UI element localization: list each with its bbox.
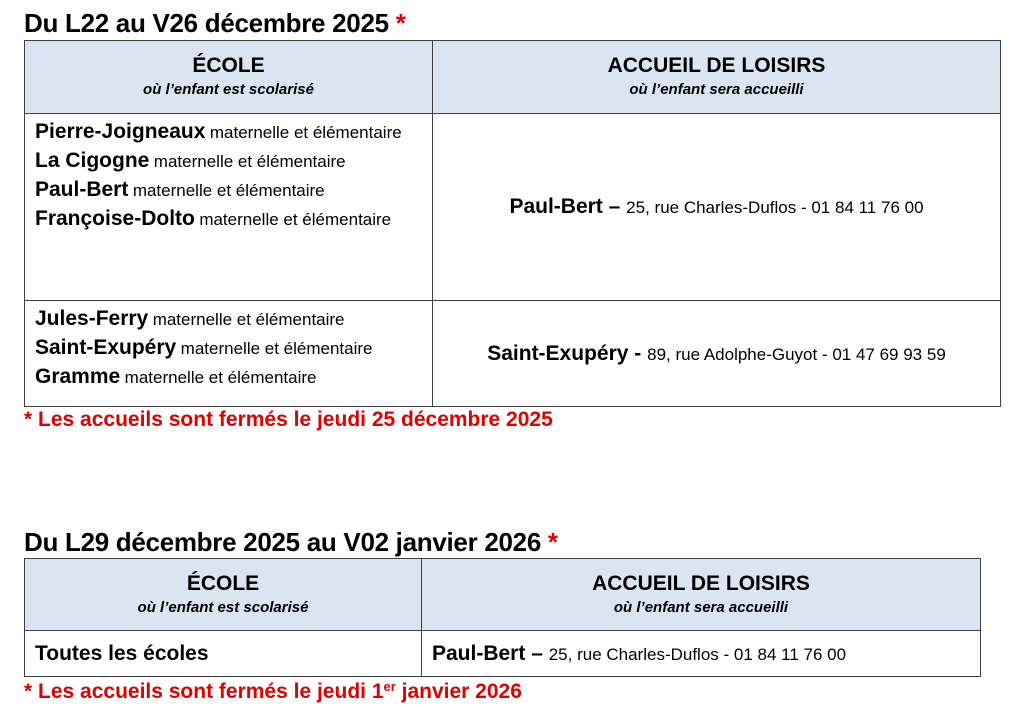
section1-title-text: Du L22 au V26 décembre 2025 bbox=[24, 8, 389, 38]
list-item bbox=[35, 209, 422, 230]
school-list bbox=[25, 114, 433, 301]
school-name: Jules-Ferry bbox=[35, 307, 149, 330]
section1-closure-note: * Les accueils sont fermés le jeudi 25 décembre 2025 bbox=[24, 408, 553, 431]
header-school-subtitle: où l’enfant est scolarisé bbox=[143, 81, 314, 98]
section2-title-text: Du L29 décembre 2025 au V02 janvier 2026 bbox=[24, 527, 541, 557]
note-suffix: janvier 2026 bbox=[395, 680, 522, 703]
header-center-title: ACCUEIL DE LOISIRS bbox=[592, 571, 810, 595]
center-address: 25, rue Charles-Duflos - 01 84 11 76 00 bbox=[548, 644, 847, 664]
leisure-center bbox=[422, 631, 981, 677]
school-type: maternelle et élémentaire bbox=[180, 339, 373, 358]
list-item bbox=[35, 122, 422, 143]
center-address: 25, rue Charles-Duflos - 01 84 11 76 00 bbox=[626, 198, 924, 217]
school-type: maternelle et élémentaire bbox=[153, 152, 346, 171]
header-school-title: ÉCOLE bbox=[192, 54, 265, 77]
school-type: maternelle et élémentaire bbox=[209, 123, 402, 142]
school-name: Saint-Exupéry bbox=[35, 336, 177, 359]
table-row bbox=[25, 114, 1001, 301]
header-center-subtitle: où l’enfant sera accueilli bbox=[613, 598, 789, 616]
center-name: Saint-Exupéry bbox=[487, 341, 629, 365]
section2-closure-note bbox=[24, 680, 522, 704]
school-type: maternelle et élémentaire bbox=[199, 210, 392, 229]
leisure-center bbox=[433, 301, 1001, 407]
school-name: Paul-Bert bbox=[35, 178, 129, 201]
school-list bbox=[25, 301, 433, 407]
note-superscript: er bbox=[383, 679, 396, 694]
center-address: 89, rue Adolphe-Guyot - 01 47 69 93 59 bbox=[647, 344, 946, 364]
section2-header-row bbox=[25, 559, 981, 631]
note-prefix: * Les accueils sont fermés le jeudi 1 bbox=[24, 680, 384, 703]
list-item bbox=[35, 338, 422, 359]
center-separator: – bbox=[525, 641, 549, 665]
school-type: maternelle et élémentaire bbox=[152, 310, 345, 329]
section2-header-school bbox=[25, 559, 422, 631]
header-center-title: ACCUEIL DE LOISIRS bbox=[607, 54, 826, 77]
school-type: maternelle et élémentaire bbox=[124, 368, 317, 387]
list-item bbox=[35, 309, 422, 330]
section1-title-star: * bbox=[395, 8, 406, 38]
center-name: Paul-Bert bbox=[509, 195, 603, 218]
header-center-subtitle: où l’enfant sera accueilli bbox=[629, 81, 804, 98]
section2-title-star: * bbox=[547, 527, 558, 557]
center-separator: - bbox=[628, 341, 648, 365]
section1-title bbox=[24, 8, 406, 39]
section1-header-center bbox=[433, 41, 1001, 114]
school-cell bbox=[25, 631, 422, 677]
section2-title bbox=[24, 527, 558, 558]
school-name: Pierre-Joigneaux bbox=[35, 120, 206, 143]
header-school-title: ÉCOLE bbox=[186, 571, 260, 595]
section1-header-row bbox=[25, 41, 1001, 114]
school-name: Toutes les écoles bbox=[35, 641, 209, 665]
center-separator: – bbox=[602, 195, 627, 218]
list-item bbox=[35, 367, 422, 388]
header-school-subtitle: où l’enfant est scolarisé bbox=[137, 598, 309, 616]
school-name: Françoise-Dolto bbox=[35, 207, 195, 230]
table-row bbox=[25, 301, 1001, 407]
table-row bbox=[25, 631, 981, 677]
list-item bbox=[35, 151, 422, 172]
school-name: Gramme bbox=[35, 365, 121, 388]
leisure-center bbox=[433, 114, 1001, 301]
school-type: maternelle et élémentaire bbox=[132, 181, 325, 200]
list-item bbox=[35, 180, 422, 201]
section2-table bbox=[24, 558, 981, 677]
center-name: Paul-Bert bbox=[432, 641, 526, 665]
section1-table bbox=[24, 40, 1001, 407]
school-name: La Cigogne bbox=[35, 149, 150, 172]
section1-header-school bbox=[25, 41, 433, 114]
section2-header-center bbox=[422, 559, 981, 631]
